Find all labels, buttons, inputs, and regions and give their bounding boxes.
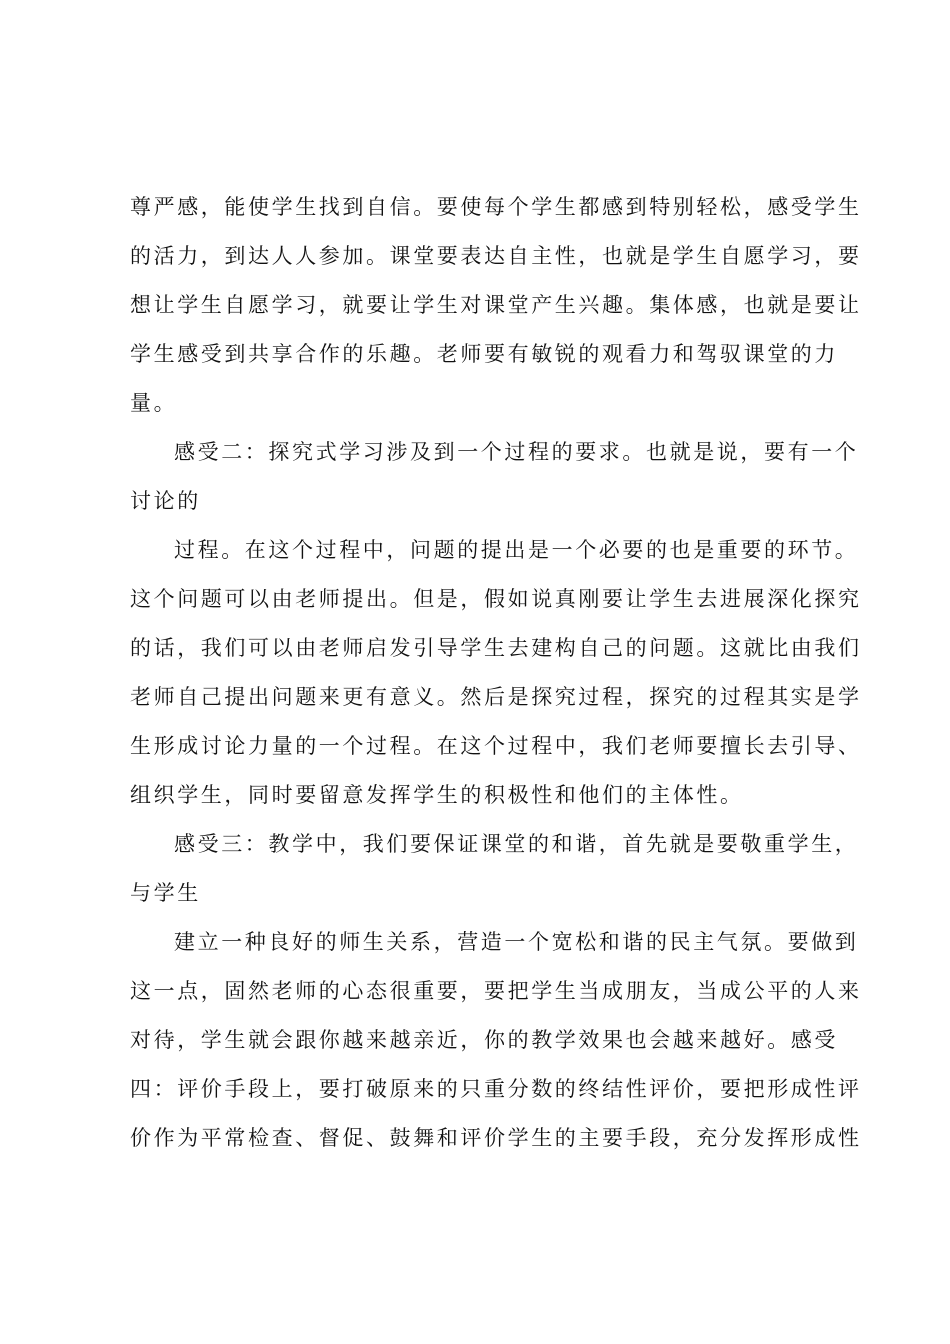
text-line: 组织学生，同时要留意发挥学生的积极性和他们的主体性。: [130, 783, 744, 807]
paragraph-heading-feeling-three: 感受三：教学中，我们要保证课堂的和谐，首先就是要敬重学生，: [174, 832, 859, 856]
text-line: 价作为平常检查、督促、鼓舞和评价学生的主要手段，充分发挥形成性: [130, 1126, 862, 1150]
text-line: 想让学生自愿学习，就要让学生对课堂产生兴趣。集体感，也就是要让: [130, 293, 862, 317]
text-line: 尊严感，能使学生找到自信。要使每个学生都感到特别轻松，感受学生: [130, 195, 862, 219]
text-line: 的话，我们可以由老师启发引导学生去建构自己的问题。这就比由我们: [130, 636, 862, 660]
text-line: 对待，学生就会跟你越来越亲近，你的教学效果也会越来越好。感受: [130, 1028, 838, 1052]
text-line: 老师自己提出问题来更有意义。然后是探究过程，探究的过程其实是学: [130, 685, 862, 709]
text-line: 讨论的: [130, 489, 201, 513]
text-line: 生形成讨论力量的一个过程。在这个过程中，我们老师要擅长去引导、: [130, 734, 862, 758]
text-line: 学生感受到共享合作的乐趣。老师要有敏锐的观看力和驾驭课堂的力: [130, 342, 838, 366]
paragraph-heading-feeling-two: 感受二：探究式学习涉及到一个过程的要求。也就是说，要有一个: [174, 440, 859, 464]
text-line: 过程。在这个过程中，问题的提出是一个必要的也是重要的环节。: [174, 538, 859, 562]
text-line: 与学生: [130, 881, 201, 905]
text-line: 四：评价手段上，要打破原来的只重分数的终结性评价，要把形成性评: [130, 1077, 862, 1101]
text-line: 的活力，到达人人参加。课堂要表达自主性，也就是学生自愿学习，要: [130, 244, 862, 268]
text-line: 这个问题可以由老师提出。但是，假如说真刚要让学生去进展深化探究: [130, 587, 862, 611]
document-body: [130, 183, 862, 1163]
text-line: 建立一种良好的师生关系，营造一个宽松和谐的民主气氛。要做到: [174, 930, 859, 954]
text-line: 量。: [130, 391, 178, 415]
text-line: 这一点，固然老师的心态很重要，要把学生当成朋友，当成公平的人来: [130, 979, 862, 1003]
